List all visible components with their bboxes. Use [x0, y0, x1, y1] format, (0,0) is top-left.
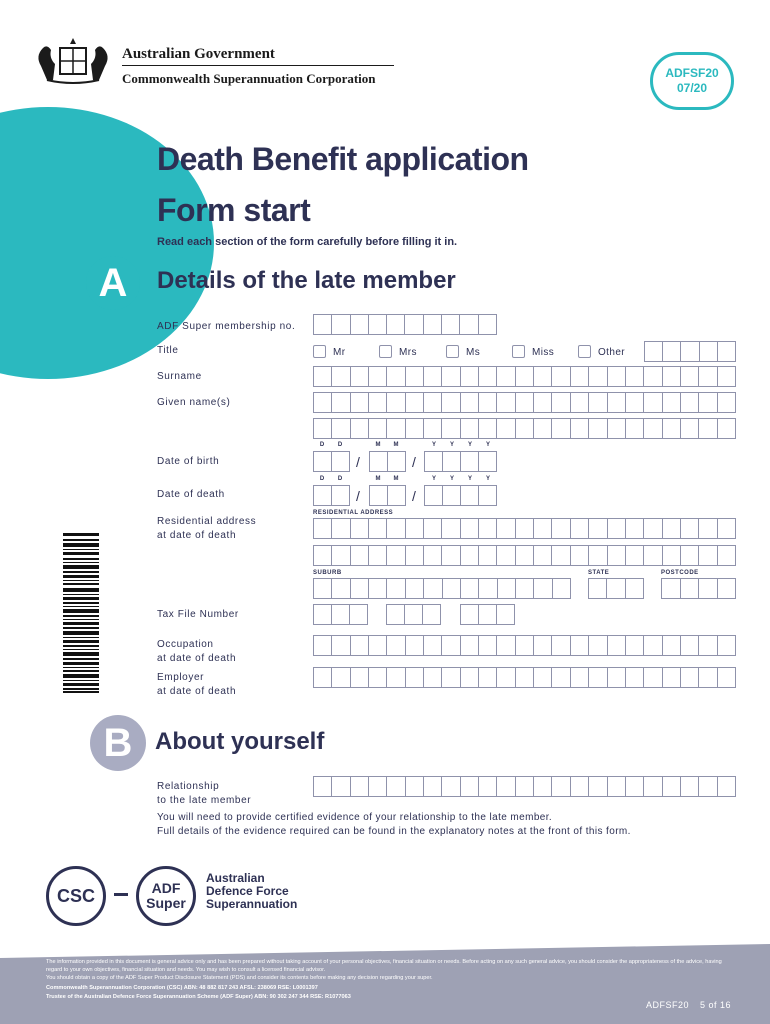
dob-month-field[interactable]	[369, 451, 406, 472]
dob-format-hint: D D M M Y Y Y Y	[319, 442, 490, 448]
given-names-label: Given name(s)	[157, 397, 231, 408]
surname-label: Surname	[157, 371, 202, 382]
membership-number-field[interactable]	[313, 314, 497, 335]
given-names-field-2[interactable]	[313, 418, 736, 439]
adf-full-name: Australian Defence Force Superannuation	[206, 871, 298, 911]
suburb-header: SUBURB	[313, 570, 342, 576]
logo-separator	[114, 893, 128, 896]
dod-month-field[interactable]	[369, 485, 406, 506]
dob-separator-2: /	[412, 454, 416, 470]
dob-separator-1: /	[356, 454, 360, 470]
section-b-heading: About yourself	[155, 728, 325, 755]
intro-text: Read each section of the form carefully before filling it in.	[157, 236, 458, 248]
page-subtitle: Form start	[157, 192, 311, 228]
title-mrs-label: Mrs	[399, 347, 417, 358]
employer-field[interactable]	[313, 667, 736, 688]
section-b-letter: B	[103, 720, 133, 765]
address-line-2-field[interactable]	[313, 545, 736, 566]
dob-day-field[interactable]	[313, 451, 350, 472]
state-header: STATE	[588, 570, 610, 576]
postcode-header: POSTCODE	[661, 570, 699, 576]
title-other-checkbox[interactable]	[578, 345, 591, 358]
section-b-badge	[90, 715, 146, 771]
dod-day-field[interactable]	[313, 485, 350, 506]
header-divider	[122, 65, 394, 66]
tfn-field-part-1[interactable]	[313, 604, 368, 625]
form-date: 07/20	[676, 81, 708, 95]
footer-csc-line: Commonwealth Superannuation Corporation (CSC) ABN: 48 882 817 243 AFSL: 238069 RSE: L0001397	[46, 985, 318, 991]
adf-logo-line1: ADF	[151, 880, 181, 896]
title-label: Title	[157, 345, 179, 356]
occupation-field[interactable]	[313, 635, 736, 656]
suburb-field[interactable]	[313, 578, 571, 599]
page-title: Death Benefit application	[157, 141, 529, 177]
dob-label: Date of birth	[157, 456, 220, 467]
state-field[interactable]	[588, 578, 644, 599]
adf-super-logo	[136, 866, 196, 926]
section-a-heading: Details of the late member	[157, 267, 456, 294]
agency-name: Commonwealth Superannuation Corporation	[122, 71, 376, 86]
coat-of-arms-icon	[33, 36, 113, 86]
title-mr-checkbox[interactable]	[313, 345, 326, 358]
title-miss-checkbox[interactable]	[512, 345, 525, 358]
dod-label: Date of death	[157, 489, 225, 500]
residential-address-header: RESIDENTIAL ADDRESS	[313, 510, 394, 516]
dod-format-hint: D D M M Y Y Y Y	[319, 476, 490, 482]
employer-label: Employer at date of death	[157, 672, 237, 697]
footer-disclaimer: The information provided in this document is general advice only and has been prepared without taking account of your personal objectives, financial situation or needs. Before acting on any such general advice, you should consider the appropriateness of the advice, having regard to your own objectives, financial situation and needs. You may wish to consult a licensed financial advisor.	[46, 959, 722, 973]
relationship-label: Relationship to the late member	[157, 781, 252, 806]
membership-label: ADF Super membership no.	[157, 321, 296, 332]
csc-logo-text: CSC	[56, 885, 95, 906]
form-code-badge	[650, 52, 734, 110]
title-mr-label: Mr	[333, 347, 346, 358]
form-code: ADFSF20	[665, 66, 719, 80]
barcode-icon	[63, 533, 99, 693]
government-title: Australian Government	[122, 46, 275, 62]
page-number: 5 of 16	[700, 1000, 732, 1010]
dod-year-field[interactable]	[424, 485, 497, 506]
address-line-1-field[interactable]	[313, 518, 736, 539]
occupation-label: Occupation at date of death	[157, 639, 237, 664]
csc-logo	[46, 866, 106, 926]
relationship-note-1: You will need to provide certified evidence of your relationship to the late member.	[157, 812, 553, 823]
title-miss-label: Miss	[532, 347, 555, 358]
footer-form-code: ADFSF20	[646, 1000, 690, 1010]
tfn-field-part-2[interactable]	[386, 604, 441, 625]
dob-year-field[interactable]	[424, 451, 497, 472]
tfn-field-part-3[interactable]	[460, 604, 515, 625]
relationship-field[interactable]	[313, 776, 736, 797]
address-label: Residential address at date of death	[157, 516, 257, 541]
title-other-label: Other	[598, 347, 626, 358]
dod-separator-2: /	[412, 488, 416, 504]
title-other-field[interactable]	[644, 341, 736, 362]
adf-logo-line2: Super	[146, 895, 186, 911]
footer-trustee-line: Trustee of the Australian Defence Force Superannuation Scheme (ADF Super) ABN: 90 302 247 344 RSE: R1077063	[46, 994, 351, 1000]
surname-field[interactable]	[313, 366, 736, 387]
given-names-field-1[interactable]	[313, 392, 736, 413]
postcode-field[interactable]	[661, 578, 736, 599]
relationship-note-2: Full details of the evidence required can be found in the explanatory notes at the front of this form.	[157, 826, 631, 837]
dod-separator-1: /	[356, 488, 360, 504]
section-a-badge	[86, 256, 140, 310]
title-ms-checkbox[interactable]	[446, 345, 459, 358]
tfn-label: Tax File Number	[157, 609, 239, 620]
footer-pds-note: You should obtain a copy of the ADF Super Product Disclosure Statement (PDS) and consider its contents before making any decision regarding your super.	[46, 975, 433, 981]
title-ms-label: Ms	[466, 347, 481, 358]
title-mrs-checkbox[interactable]	[379, 345, 392, 358]
section-a-letter: A	[98, 260, 128, 305]
